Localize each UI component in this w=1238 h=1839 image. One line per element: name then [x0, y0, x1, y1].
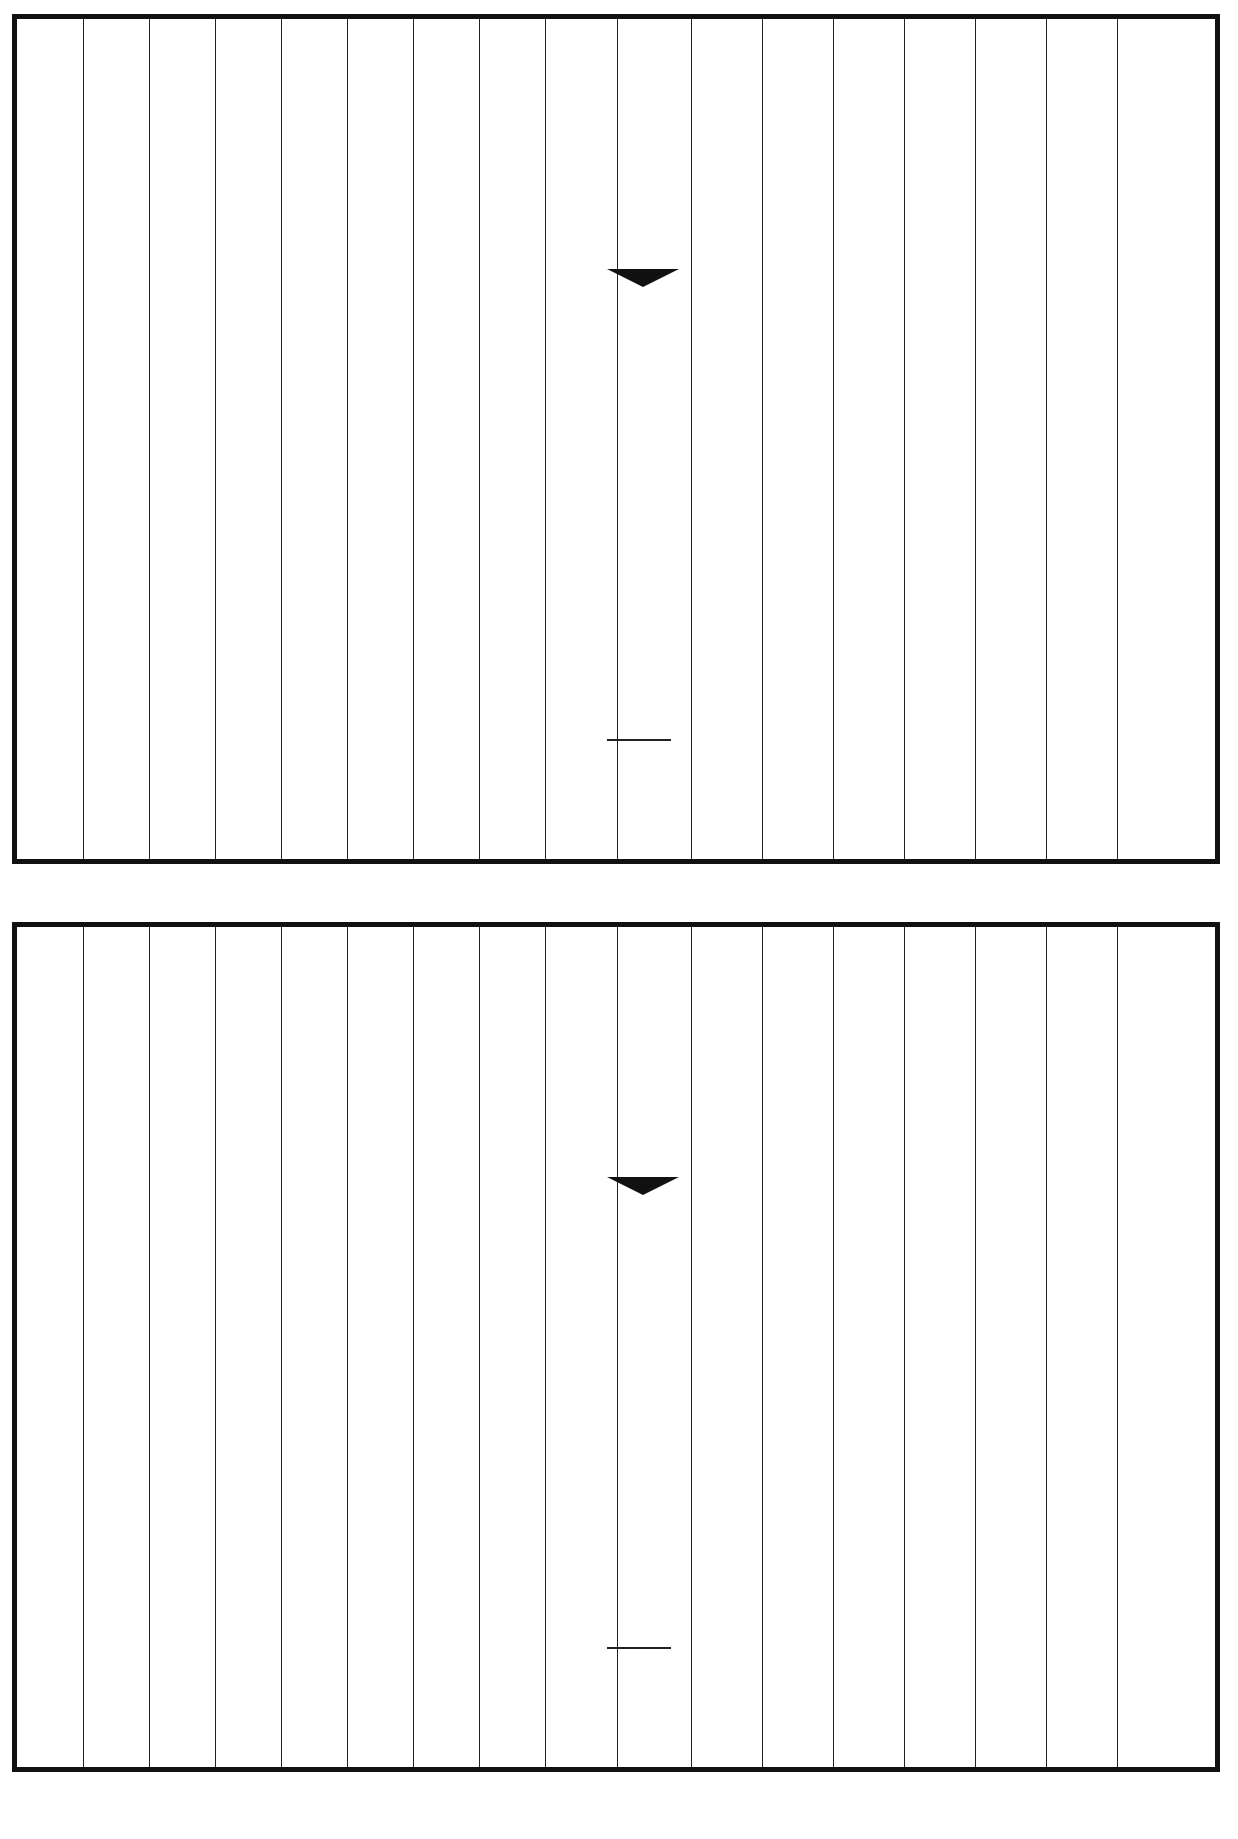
column-rule: [479, 19, 480, 859]
column-rule: [281, 927, 282, 1767]
column-rule: [975, 19, 976, 859]
centre-title: [607, 27, 671, 257]
column-rule: [281, 19, 282, 859]
column-rule: [545, 927, 546, 1767]
column-rule: [83, 927, 84, 1767]
fishtail-mark: [607, 269, 679, 287]
column-rule: [762, 19, 763, 859]
column-rule: [347, 19, 348, 859]
bottom-page: [12, 922, 1220, 1772]
column-rule: [1046, 927, 1047, 1767]
column-rule: [413, 19, 414, 859]
column-rule: [1117, 19, 1118, 859]
column-rule: [1117, 927, 1118, 1767]
fishtail-mark: [607, 1177, 679, 1195]
fold-rule: [607, 1647, 671, 1649]
column-rule: [691, 19, 692, 859]
column-rule: [975, 927, 976, 1767]
column-rule: [1046, 19, 1047, 859]
fold-rule: [607, 739, 671, 741]
column-rule: [83, 19, 84, 859]
column-rule: [833, 927, 834, 1767]
top-page: [12, 14, 1220, 864]
column-rule: [149, 927, 150, 1767]
column-rule: [904, 927, 905, 1767]
column-rule: [545, 19, 546, 859]
column-rule: [215, 19, 216, 859]
column-rule: [762, 927, 763, 1767]
column-rule: [215, 927, 216, 1767]
column-rule: [833, 19, 834, 859]
column-rule: [149, 19, 150, 859]
column-rule: [413, 927, 414, 1767]
centre-fold: [607, 19, 671, 859]
column-rule: [904, 19, 905, 859]
centre-fold: [607, 927, 671, 1767]
column-rule: [347, 927, 348, 1767]
column-rule: [479, 927, 480, 1767]
column-rule: [691, 927, 692, 1767]
